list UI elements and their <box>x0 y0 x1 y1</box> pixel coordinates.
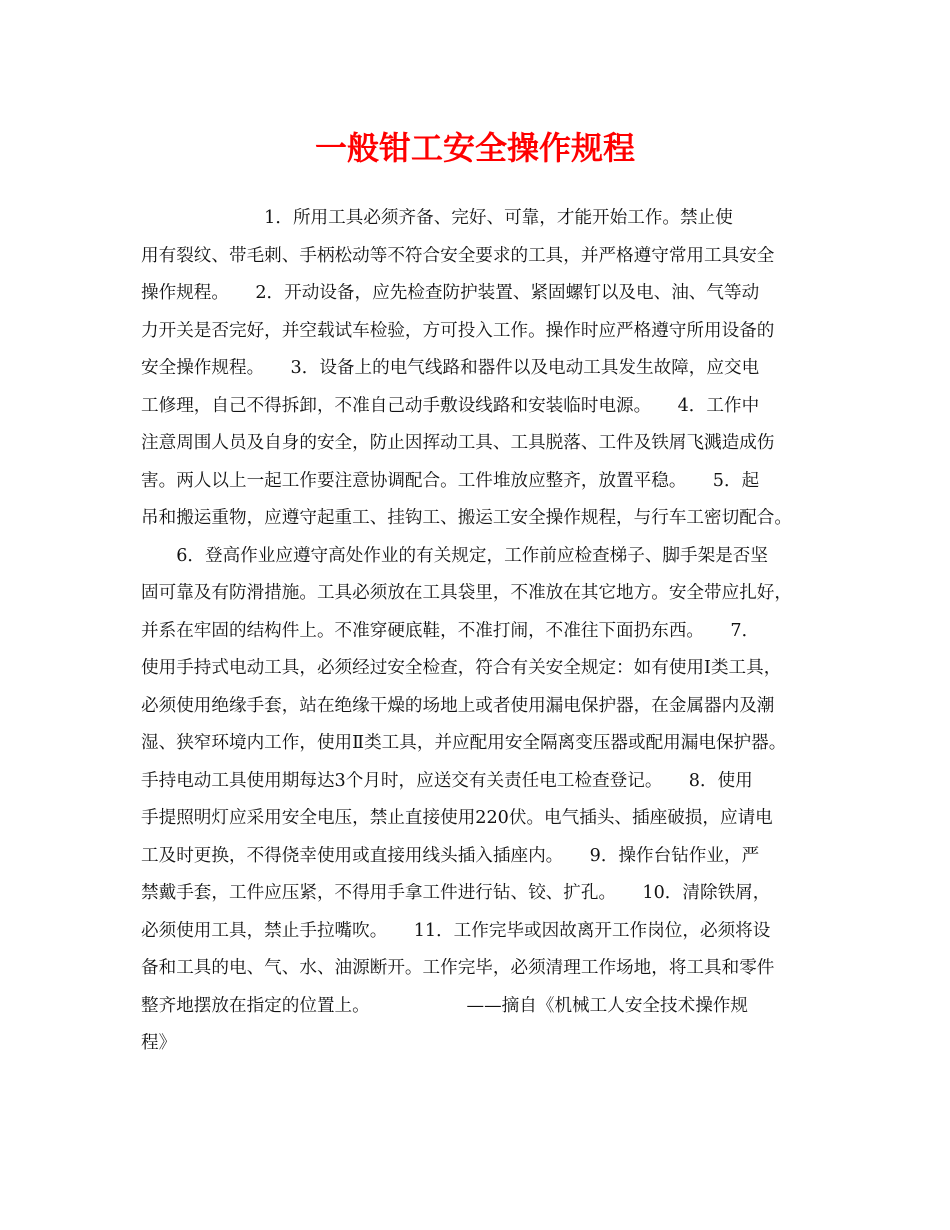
body-line: 必须使用绝缘手套，站在绝缘干燥的场地上或者使用漏电保护器，在金属器内及潮 <box>141 696 775 716</box>
body-line: 备和工具的电、气、水、油源断开。工作完毕，必须清理工作场地，将工具和零件 <box>141 958 775 978</box>
body-line: 安全操作规程。 3．设备上的电气线路和器件以及电动工具发生故障，应交电 <box>141 358 760 378</box>
body-line: 工及时更换，不得侥幸使用或直接用线头插入插座内。 9．操作台钻作业，严 <box>141 846 760 866</box>
body-line: 力开关是否完好，并空载试车检验，方可投入工作。操作时应严格遵守所用设备的 <box>141 321 775 341</box>
page-title: 一般钳工安全操作规程 <box>314 129 635 167</box>
body-line: 湿、狭窄环境内工作，使用Ⅱ类工具，并应配用安全隔离变压器或配用漏电保护器。 <box>141 733 787 753</box>
body-line: 并系在牢固的结构件上。不准穿硬底鞋，不准打闹，不准往下面扔东西。 7． <box>141 621 760 641</box>
body-line: 工修理，自己不得拆卸，不准自己动手敷设线路和安装临时电源。 4．工作中 <box>141 396 760 416</box>
body-line: 手提照明灯应采用安全电压，禁止直接使用220伏。电气插头、插座破损，应请电 <box>141 808 773 828</box>
body-line: 禁戴手套，工件应压紧，不得用手拿工件进行钻、铰、扩孔。 10．清除铁屑， <box>141 883 771 903</box>
body-line: 6．登高作业应遵守高处作业的有关规定，工作前应检查梯子、脚手架是否坚 <box>141 546 768 566</box>
body-line: 吊和搬运重物，应遵守起重工、挂钩工、搬运工安全操作规程，与行车工密切配合。 <box>141 508 792 528</box>
body-line: 用有裂纹、带毛刺、手柄松动等不符合安全要求的工具，并严格遵守常用工具安全 <box>141 246 775 266</box>
body-line: 整齐地摆放在指定的位置上。 ——摘自《机械工人安全技术操作规 <box>141 996 748 1016</box>
body-line: 操作规程。 2．开动设备，应先检查防护装置、紧固螺钉以及电、油、气等动 <box>141 283 760 303</box>
body-line: 手持电动工具使用期每达3个月时，应送交有关责任电工检查登记。 8．使用 <box>141 771 753 791</box>
body-line: 程》 <box>141 1033 177 1053</box>
body-line: 固可靠及有防滑措施。工具必须放在工具袋里，不准放在其它地方。安全带应扎好， <box>141 583 792 603</box>
body-line: 使用手持式电动工具，必须经过安全检查，符合有关安全规定：如有使用Ⅰ类工具， <box>141 658 782 678</box>
body-line: 害。两人以上一起工作要注意协调配合。工件堆放应整齐，放置平稳。 5．起 <box>141 471 760 491</box>
body-line: 1．所用工具必须齐备、完好、可靠，才能开始工作。禁止使 <box>141 208 733 228</box>
body-line: 注意周围人员及自身的安全，防止因挥动工具、工具脱落、工件及铁屑飞溅造成伤 <box>141 433 775 453</box>
body-line: 必须使用工具，禁止手拉嘴吹。 11．工作完毕或因故离开工作岗位，必须将设 <box>141 921 771 941</box>
